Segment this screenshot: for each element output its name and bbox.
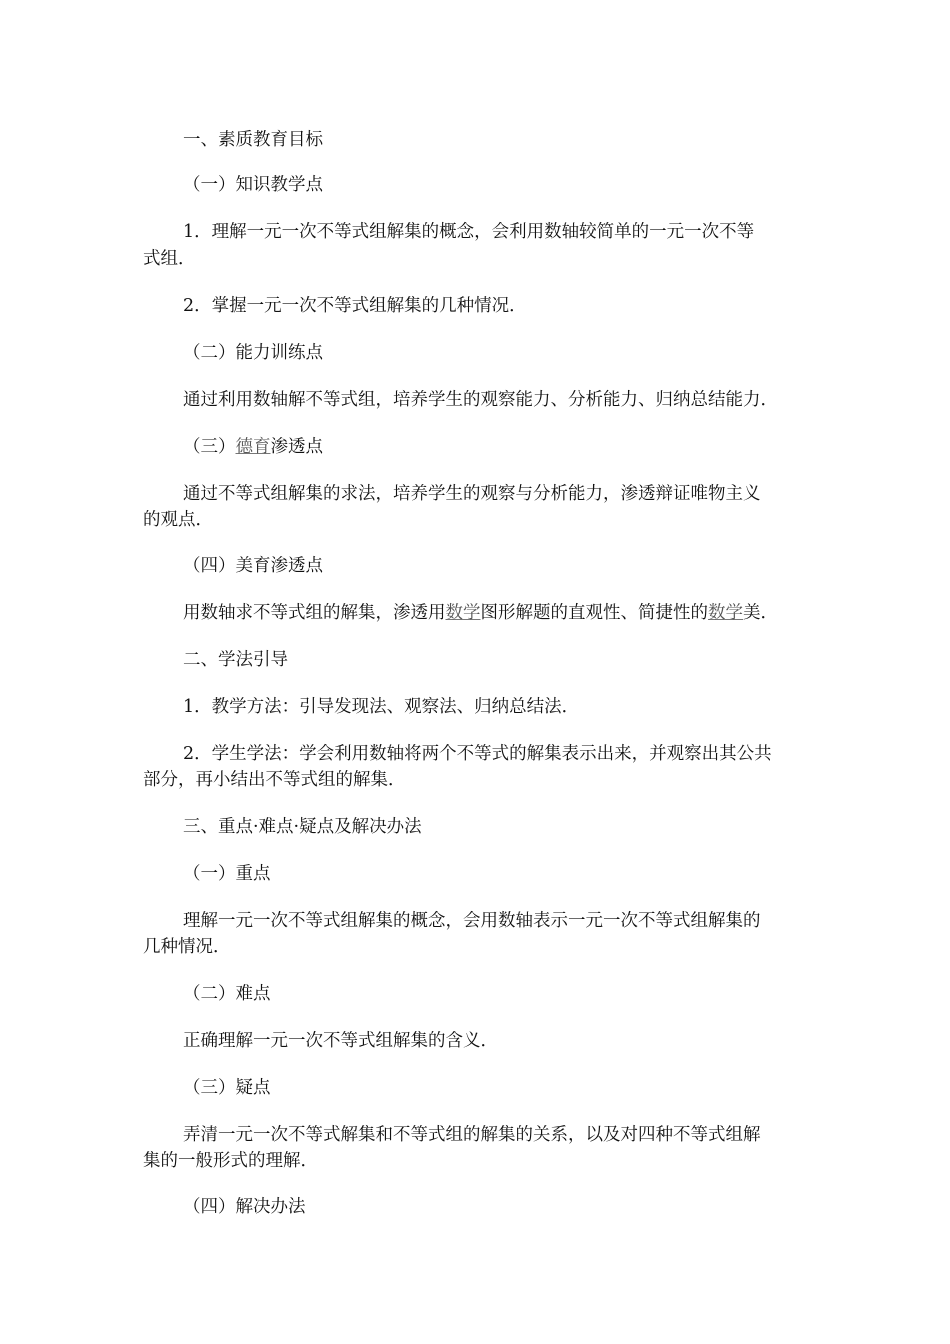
link-deyu[interactable]: 德育: [235, 437, 271, 457]
document-page: 一、素质教育目标 （一）知识教学点 1．理解一元一次不等式组解集的概念，会利用数轴较简单的一元一次不等 式组． 2．掌握一元一次不等式组解集的几种情况． （二）能力训练点 通过利用数轴解不等式组，培养学生的观察能力、分析能力、归纳总结能力． （三）德育渗透点 通过不等式组解集的求法，培养学生的观察与分析能力，渗透辩证唯物主义 的观点． （四）美育渗透点 用数轴求不等式组的解集，渗透用数学图形解题的直观性、简捷性的数学美． 二、学法引导 1．教学方法：引导发现法、观察法、归纳总结法． 2．学生学法：学会利用数轴将两个不等式的解集表示出来，并观察出其公共 部分，再小结出不等式组的解集． 三、重点·难点·疑点及解决办法 （一）重点 理解一元一次不等式组解集的概念，会用数轴表示一元一次不等式组解集的 几种情况． （二）难点 正确理解一元一次不等式组解集的含义． （三）疑点 弄清一元一次不等式解集和不等式组的解集的关系，以及对四种不等式组解 集的一般形式的理解． （四）解决办法: [143, 130, 778, 1217]
link-shuxue-2[interactable]: 数学: [708, 603, 743, 623]
link-shuxue-1[interactable]: 数学: [445, 603, 481, 623]
